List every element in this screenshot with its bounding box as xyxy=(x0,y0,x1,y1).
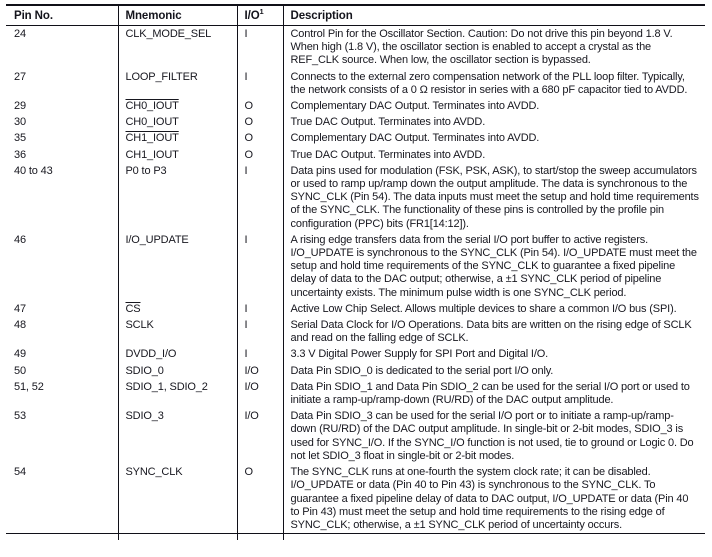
pin-number-cell: 48 xyxy=(6,317,118,346)
mnemonic-cell xyxy=(118,114,237,130)
table-row xyxy=(6,301,705,317)
mnemonic-label: CLK_MODE_SEL xyxy=(125,28,212,40)
pin-number-cell: 53 xyxy=(6,408,118,464)
empty-cell xyxy=(283,534,705,541)
table-row xyxy=(6,464,705,534)
pin-number-cell: 49 xyxy=(6,346,118,362)
mnemonic-cell xyxy=(118,147,237,163)
description-cell: The SYNC_CLK runs at one-fourth the system clock rate; it can be disabled. I/O_UPDATE or data (Pin 40 to Pin 43) is synchronous to the SYNC_CLK. To guarantee a fixed pipeline delay of data to DAC output, I/O_UPDATE or data (Pin 40 to Pin 43) must meet the setup and hold time requirements to the rising edge of SYNC_CLK; otherwise, a ±1 SYNC_CLK period of uncertainty occurs. xyxy=(283,464,705,534)
pin-number-cell: 40 to 43 xyxy=(6,163,118,232)
description-cell: A rising edge transfers data from the serial I/O port buffer to active registers. I/O_UPDATE is synchronous to the SYNC_CLK (Pin 54). I/O_UPDATE must meet the setup and hold time requirements of the SYNC_CLK to guarantee a fixed pipeline delay of data to the DAC output; otherwise, a ±1 SYNC_CLK period of pipeline uncertainty exists. The minimum pulse width is one SYNC_CLK period. xyxy=(290,233,697,299)
table-row xyxy=(6,408,705,464)
pin-number-cell: 24 xyxy=(6,26,118,69)
table-row xyxy=(6,346,705,362)
mnemonic-label: CH1_IOUT xyxy=(125,148,179,161)
mnemonic-label: LOOP_FILTER xyxy=(125,70,198,83)
pin-number-cell: 29 xyxy=(6,98,118,114)
table-row xyxy=(6,114,705,130)
table-row xyxy=(6,363,705,379)
mnemonic-cell xyxy=(118,346,237,362)
description-cell: 3.3 V Digital Power Supply for SPI Port and Digital I/O. xyxy=(290,348,549,361)
mnemonic-cell xyxy=(118,363,237,379)
mnemonic-cell xyxy=(118,69,237,98)
mnemonic-cell xyxy=(118,464,237,534)
table-row xyxy=(6,98,705,114)
description-cell: Complementary DAC Output. Terminates into AVDD. xyxy=(290,132,540,145)
empty-cell xyxy=(237,534,283,541)
column-header-mnemonic xyxy=(118,5,237,26)
pin-number-cell: 35 xyxy=(6,130,118,146)
pin-number-cell: 54 xyxy=(6,464,118,534)
io-direction-cell: I/O xyxy=(237,379,283,408)
header-row xyxy=(6,5,705,26)
pin-number-cell: 30 xyxy=(6,114,118,130)
mnemonic-overlined: CH1_IOUT xyxy=(125,132,179,145)
column-header-label: Pin No. xyxy=(14,10,53,22)
table-row-cutoff xyxy=(6,534,705,541)
table-row xyxy=(6,317,705,346)
description-cell: Data Pin SDIO_3 can be used for the serial I/O port or to initiate a ramp-up/ramp-down (RU/RD) of the DAC output amplitude. In single-bit or 2-bit modes, SDIO_3 is used for SYNC_I/O. If the SYNC_I/O function is not used, tie to ground or Logic 0. Do not let SDIO_3 float in single-bit or 2-bit modes. xyxy=(290,410,694,462)
description-cell: Connects to the external zero compensation network of the PLL loop filter. Typically, the network consists of a 0 Ω resistor in series with a 680 pF capacitor tied to AVDD. xyxy=(290,70,688,96)
description-cell: True DAC Output. Terminates into AVDD. xyxy=(290,116,486,129)
io-direction-cell: I xyxy=(237,301,283,317)
pin-number-cell: 51, 52 xyxy=(6,379,118,408)
pin-number-cell: 27 xyxy=(6,69,118,98)
table-header xyxy=(6,5,705,26)
io-direction-cell: O xyxy=(237,464,283,534)
table-row xyxy=(6,147,705,163)
io-direction-cell: I/O xyxy=(237,363,283,379)
pin-number-cell: 47 xyxy=(6,301,118,317)
mnemonic-label: SYNC_CLK xyxy=(125,466,183,479)
mnemonic-cell xyxy=(118,408,237,464)
io-direction-cell: I xyxy=(237,232,283,301)
table-row xyxy=(6,163,705,232)
io-direction-cell: I xyxy=(237,317,283,346)
mnemonic-label: SDIO_3 xyxy=(125,410,164,423)
column-header-description xyxy=(283,5,705,26)
mnemonic-cell xyxy=(118,379,237,408)
mnemonic-label: CH0_IOUT xyxy=(125,116,179,129)
pin-number-cell: 36 xyxy=(6,147,118,163)
empty-cell xyxy=(6,534,118,541)
description-cell: Data Pin SDIO_0 is dedicated to the serial port I/O only. xyxy=(290,364,554,377)
footnote-marker: 1 xyxy=(259,7,264,17)
mnemonic-cell xyxy=(118,317,237,346)
mnemonic-label: SDIO_1, SDIO_2 xyxy=(125,380,208,393)
description-cell: Data Pin SDIO_1 and Data Pin SDIO_2 can be used for the serial I/O port or used to initiate a ramp-up/ramp-down (RU/RD) of the DAC output amplitude. xyxy=(290,380,690,407)
description-cell: Complementary DAC Output. Terminates into AVDD. xyxy=(290,100,540,113)
description-cell: Active Low Chip Select. Allows multiple devices to share a common I/O bus (SPI). xyxy=(290,302,677,315)
io-direction-cell: O xyxy=(237,147,283,163)
io-direction-cell: O xyxy=(237,130,283,146)
mnemonic-cell xyxy=(118,232,237,301)
mnemonic-label: SCLK xyxy=(125,319,154,332)
empty-cell xyxy=(118,534,237,541)
pin-function-table xyxy=(6,4,705,540)
io-direction-cell: I xyxy=(237,163,283,232)
io-direction-cell: O xyxy=(237,114,283,130)
column-header-label: Description xyxy=(290,10,353,22)
table-row xyxy=(6,130,705,146)
mnemonic-overlined: CH0_IOUT xyxy=(125,100,179,113)
description-cell: Serial Data Clock for I/O Operations. Data bits are written on the rising edge of SCLK and read on the falling edge of SCLK. xyxy=(290,319,692,345)
table-row xyxy=(6,379,705,408)
io-direction-cell: I xyxy=(237,69,283,98)
io-direction-cell: I/O xyxy=(237,408,283,464)
mnemonic-label: I/O_UPDATE xyxy=(125,233,189,246)
mnemonic-label: SDIO_0 xyxy=(125,364,164,377)
mnemonic-cell xyxy=(118,163,237,232)
description-cell: Data pins used for modulation (FSK, PSK, ASK), to start/stop the sweep accumulators or used to ramp up/ramp down the output amplitude. The data is synchronous to the SYNC_CLK (Pin 54). The data inputs must meet the setup and hold time requirements of the SYNC_CLK. The functionality of these pins is controlled by the profile pin configuration (PPC) bits (FR1[14:12]). xyxy=(290,164,699,230)
mnemonic-label: DVDD_I/O xyxy=(125,348,177,361)
mnemonic-cell xyxy=(118,130,237,146)
io-direction-cell: O xyxy=(237,98,283,114)
pin-number-cell: 46 xyxy=(6,232,118,301)
column-header-i-o xyxy=(237,5,283,26)
table-body xyxy=(6,26,705,541)
mnemonic-cell xyxy=(118,98,237,114)
table-row xyxy=(6,69,705,98)
io-direction-cell: I xyxy=(237,346,283,362)
io-direction-cell: I xyxy=(237,26,283,69)
mnemonic-overlined: $\overline{CS}$ xyxy=(125,302,141,315)
description-cell: True DAC Output. Terminates into AVDD. xyxy=(290,148,486,161)
mnemonic-label: P0 to P3 xyxy=(125,164,167,177)
mnemonic-cell xyxy=(118,301,237,317)
column-header-label: I/O xyxy=(244,10,260,22)
table-row xyxy=(6,232,705,301)
table-row xyxy=(6,26,705,69)
column-header-label: Mnemonic xyxy=(125,10,182,22)
mnemonic-cell xyxy=(118,26,237,69)
column-header-pin-no- xyxy=(6,5,118,26)
description-cell: Control Pin for the Oscillator Section. Caution: Do not drive this pin beyond 1.8 V. When high (1.8 V), the oscillator section is enabled to accept a crystal as the REF_CLK source. When low, the oscillator section is bypassed. xyxy=(290,28,673,67)
pin-number-cell: 50 xyxy=(6,363,118,379)
